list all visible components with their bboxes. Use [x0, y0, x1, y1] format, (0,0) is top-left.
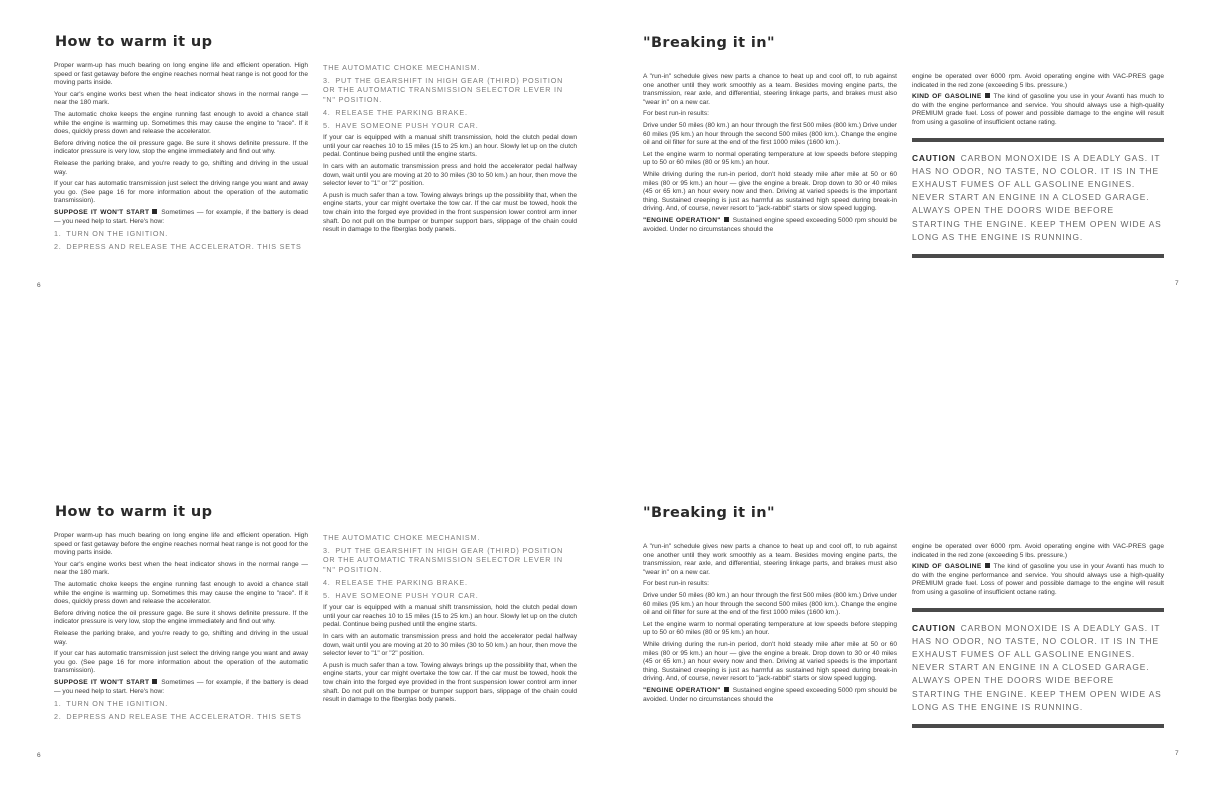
gasoline-text: The kind of gasoline you use in your Avanti has much to do with the engine performance and service. You should always use a high-quality PREMIUM grade fuel. Loss of power and possible damage to the engine will result from using a gasoline of insufficient octane rating.: [912, 563, 1164, 596]
engine-operation-lead: "ENGINE OPERATION": [643, 216, 721, 224]
square-bullet-icon: [724, 687, 729, 692]
step-item: 3. PUT THE GEARSHIFT IN HIGH GEAR (THIRD) POSITION OR THE AUTOMATIC TRANSMISSION SELECTOR LEVER IN "N" POSITION.: [323, 76, 564, 104]
paragraph: Release the parking brake, and you're ready to go, shifting and driving in the usual way.: [54, 629, 308, 646]
wont-start-paragraph: [54, 209, 308, 226]
paragraph: If your car has automatic transmission just select the driving range you want and away you go. (See page 16 for more information about the operation of the automatic transmission).: [54, 180, 308, 205]
paragraph: If your car is equipped with a manual shift transmission, hold the clutch pedal down until your car reaches 10 to 15 miles (15 to 25 km.) an hour. Slowly let up on the clutch pedal. Continue being pushed until the engine starts.: [323, 134, 577, 159]
page-number-left: 6: [37, 282, 41, 289]
paragraph: Your car's engine works best when the heat indicator shows in the normal range — near the 180 mark.: [54, 560, 308, 577]
warm-up-heading: How to warm it up: [55, 504, 213, 520]
engine-operation-paragraph: [643, 687, 897, 704]
paragraph: Let the engine warm to normal operating temperature at low speeds before stepping up to 50 or 60 miles (80 or 95 km.) an hour.: [643, 620, 897, 637]
step-continuation: THE AUTOMATIC CHOKE MECHANISM.: [323, 533, 481, 542]
breaking-in-column-2: [912, 73, 1164, 268]
square-bullet-icon: [985, 563, 990, 568]
engine-operation-lead: "ENGINE OPERATION": [643, 686, 721, 694]
square-bullet-icon: [724, 217, 729, 222]
gasoline-lead: KIND OF GASOLINE: [912, 93, 982, 101]
caution-text: CARBON MONOXIDE IS A DEADLY GAS. IT HAS NO ODOR, NO TASTE, NO COLOR. IT IS IN THE EXHAUST FUMES OF ALL GASOLINE ENGINES. NEVER START AN ENGINE IN A CLOSED GARAGE. ALWAYS OPEN THE DOORS WIDE BEFORE STARTING THE ENGINE. KEEP THEM OPEN WIDE AS LONG AS THE ENGINE IS RUNNING.: [912, 152, 1162, 242]
engine-operation-text: Sustained engine speed exceeding 5000 rpm should be avoided. Under no circumstances should the: [643, 216, 897, 233]
paragraph: If your car is equipped with a manual shift transmission, hold the clutch pedal down until your car reaches 10 to 15 miles (15 to 25 km.) an hour. Slowly let up on the clutch pedal. Continue being pushed until the engine starts.: [323, 604, 577, 629]
paragraph: engine be operated over 6000 rpm. Avoid operating engine with VAC-PRES gage indicated in the red zone (exceeding 5 lbs. pressure.): [912, 73, 1164, 89]
step-item: 2. DEPRESS AND RELEASE THE ACCELERATOR. THIS SETS: [54, 712, 302, 722]
paragraph: If your car has automatic transmission just select the driving range you want and away you go. (See page 16 for more information about the operation of the automatic transmission).: [54, 650, 308, 675]
caution-box: [912, 622, 1164, 714]
wont-start-paragraph: [54, 679, 308, 696]
square-bullet-icon: [152, 209, 157, 214]
paragraph: The automatic choke keeps the engine running fast enough to avoid a chance stall while the engine is warming up. Sometimes this may cause the engine to "race". If it does, quickly press down and release the accelerator.: [54, 580, 308, 606]
step-item: 2. DEPRESS AND RELEASE THE ACCELERATOR. THIS SETS: [54, 242, 302, 252]
paragraph: While driving during the run-in period, don't hold steady mile after mile at 50 or 60 miles (80 or 95 km.) an hour — give the engine a break. Drop down to 30 or 40 miles (45 or 65 km.) an hour every now and then. Driving at varied speeds is the important thing. Sustained creeping is just as harmful as sustained high speed during break-in driving. And, of course, never resort to "jack-rabbit" starts or slow speed lugging.: [643, 170, 897, 213]
gasoline-paragraph: [912, 563, 1164, 597]
page-spread-top: [0, 0, 1223, 382]
page-number-left: 6: [37, 752, 41, 759]
caution-box: [912, 152, 1164, 244]
page-spread-bottom: [0, 470, 1223, 792]
caution-top-rule: [912, 138, 1164, 142]
breaking-in-heading: "Breaking it in": [643, 35, 775, 51]
warm-up-column-2: [323, 533, 577, 708]
step-item: 1. TURN ON THE IGNITION.: [54, 699, 169, 709]
wont-start-lead: SUPPOSE IT WON'T START: [54, 208, 150, 216]
paragraph: Drive under 50 miles (80 km.) an hour through the first 500 miles (800 km.) Drive under 60 miles (95 km.) an hour through the second 500 miles (800 km.). Change the engine oil and oil filter for sure at the end of the first 1000 miles (1600 km.).: [643, 591, 897, 617]
caution-lead: CAUTION: [912, 152, 956, 163]
warm-up-column-2: [323, 63, 577, 238]
paragraph: In cars with an automatic transmission press and hold the accelerator pedal halfway down, wait until you are moving at 20 to 30 miles (30 to 50 km.) an hour, then move the selector lever to "1" or "2" position.: [323, 633, 577, 658]
paragraph: engine be operated over 6000 rpm. Avoid operating engine with VAC-PRES gage indicated in the red zone (exceeding 5 lbs. pressure.): [912, 543, 1164, 559]
warm-up-heading: How to warm it up: [55, 34, 213, 50]
square-bullet-icon: [152, 679, 157, 684]
paragraph: The automatic choke keeps the engine running fast enough to avoid a chance stall while the engine is warming up. Sometimes this may cause the engine to "race". If it does, quickly press down and release the accelerator.: [54, 110, 308, 136]
paragraph: Proper warm-up has much bearing on long engine life and efficient operation. High speed or fast getaway before the engine reaches normal heat range is not good for the moving parts inside.: [54, 62, 308, 87]
breaking-in-column-2: [912, 543, 1164, 738]
wont-start-text: Sometimes — for example, if the battery is dead — you need help to start. Here's how:: [54, 678, 308, 695]
engine-operation-text: Sustained engine speed exceeding 5000 rpm should be avoided. Under no circumstances should the: [643, 686, 897, 703]
paragraph: Before driving notice the oil pressure gage. Be sure it shows definite pressure. If the indicator pressure is very low, stop the engine immediately and find out why.: [54, 139, 308, 156]
warm-up-column-1: [54, 532, 308, 726]
wont-start-text: Sometimes — for example, if the battery is dead — you need help to start. Here's how:: [54, 208, 308, 225]
paragraph: Proper warm-up has much bearing on long engine life and efficient operation. High speed or fast getaway before the engine reaches normal heat range is not good for the moving parts inside.: [54, 532, 308, 557]
paragraph: Release the parking brake, and you're ready to go, shifting and driving in the usual way.: [54, 159, 308, 176]
step-item: 4. RELEASE THE PARKING BRAKE.: [323, 577, 468, 587]
caution-bottom-rule: [912, 254, 1164, 258]
paragraph: Drive under 50 miles (80 km.) an hour through the first 500 miles (800 km.) Drive under 60 miles (95 km.) an hour through the second 500 miles (800 km.). Change the engine oil and oil filter for sure at the end of the first 1000 miles (1600 km.).: [643, 121, 897, 147]
page-number-right: 7: [1175, 750, 1179, 757]
engine-operation-paragraph: [643, 217, 897, 234]
warm-up-column-1: [54, 62, 308, 256]
paragraph: For best run-in results:: [643, 110, 709, 118]
paragraph: For best run-in results:: [643, 580, 709, 588]
caution-lead: CAUTION: [912, 622, 956, 633]
paragraph: In cars with an automatic transmission press and hold the accelerator pedal halfway down, wait until you are moving at 20 to 30 miles (30 to 50 km.) an hour, then move the selector lever to "1" or "2" position.: [323, 163, 577, 188]
step-item: 1. TURN ON THE IGNITION.: [54, 229, 169, 239]
paragraph: Your car's engine works best when the heat indicator shows in the normal range — near the 180 mark.: [54, 90, 308, 107]
paragraph: A "run-in" schedule gives new parts a chance to heat up and cool off, to rub against one another until they work smoothly as a team. Besides moving engine parts, the transmission, rear axle, and differential, steering linkage parts, and brakes must also "wear in" on a new car.: [643, 543, 897, 576]
gasoline-paragraph: [912, 93, 1164, 127]
caution-top-rule: [912, 608, 1164, 612]
step-continuation: THE AUTOMATIC CHOKE MECHANISM.: [323, 63, 481, 72]
paragraph: Before driving notice the oil pressure gage. Be sure it shows definite pressure. If the indicator pressure is very low, stop the engine immediately and find out why.: [54, 609, 308, 626]
wont-start-lead: SUPPOSE IT WON'T START: [54, 678, 150, 686]
caution-text: CARBON MONOXIDE IS A DEADLY GAS. IT HAS NO ODOR, NO TASTE, NO COLOR. IT IS IN THE EXHAUST FUMES OF ALL GASOLINE ENGINES. NEVER START AN ENGINE IN A CLOSED GARAGE. ALWAYS OPEN THE DOORS WIDE BEFORE STARTING THE ENGINE. KEEP THEM OPEN WIDE AS LONG AS THE ENGINE IS RUNNING.: [912, 622, 1162, 712]
breaking-in-column-1: [643, 543, 897, 707]
step-item: 5. HAVE SOMEONE PUSH YOUR CAR.: [323, 591, 479, 601]
paragraph: A push is much safer than a tow. Towing always brings up the possibility that, when the engine starts, your car might overtake the tow car. If the car must be towed, hook the tow chain into the forged eye provided in the front suspension lower control arm inner shaft. Do not pull on the bumper or bumper support bars, slippage of the chain could result in damage to the fiberglas body panels.: [323, 661, 577, 704]
step-item: 3. PUT THE GEARSHIFT IN HIGH GEAR (THIRD) POSITION OR THE AUTOMATIC TRANSMISSION SELECTOR LEVER IN "N" POSITION.: [323, 546, 564, 574]
paragraph: While driving during the run-in period, don't hold steady mile after mile at 50 or 60 miles (80 or 95 km.) an hour — give the engine a break. Drop down to 30 or 40 miles (45 or 65 km.) an hour every now and then. Driving at varied speeds is the important thing. Sustained creeping is just as harmful as sustained high speed during break-in driving. And, of course, never resort to "jack-rabbit" starts or slow speed lugging.: [643, 640, 897, 683]
gasoline-lead: KIND OF GASOLINE: [912, 563, 982, 571]
paragraph: A push is much safer than a tow. Towing always brings up the possibility that, when the engine starts, your car might overtake the tow car. If the car must be towed, hook the tow chain into the forged eye provided in the front suspension lower control arm inner shaft. Do not pull on the bumper or bumper support bars, slippage of the chain could result in damage to the fiberglas body panels.: [323, 191, 577, 234]
paragraph: A "run-in" schedule gives new parts a chance to heat up and cool off, to rub against one another until they work smoothly as a team. Besides moving engine parts, the transmission, rear axle, and differential, steering linkage parts, and brakes must also "wear in" on a new car.: [643, 73, 897, 106]
breaking-in-column-1: [643, 73, 897, 237]
page-number-right: 7: [1175, 280, 1179, 287]
gasoline-text: The kind of gasoline you use in your Avanti has much to do with the engine performance and service. You should always use a high-quality PREMIUM grade fuel. Loss of power and possible damage to the engine will result from using a gasoline of insufficient octane rating.: [912, 93, 1164, 126]
step-item: 4. RELEASE THE PARKING BRAKE.: [323, 107, 468, 117]
square-bullet-icon: [985, 93, 990, 98]
caution-bottom-rule: [912, 724, 1164, 728]
paragraph: Let the engine warm to normal operating temperature at low speeds before stepping up to 50 or 60 miles (80 or 95 km.) an hour.: [643, 150, 897, 167]
breaking-in-heading: "Breaking it in": [643, 505, 775, 521]
step-item: 5. HAVE SOMEONE PUSH YOUR CAR.: [323, 121, 479, 131]
